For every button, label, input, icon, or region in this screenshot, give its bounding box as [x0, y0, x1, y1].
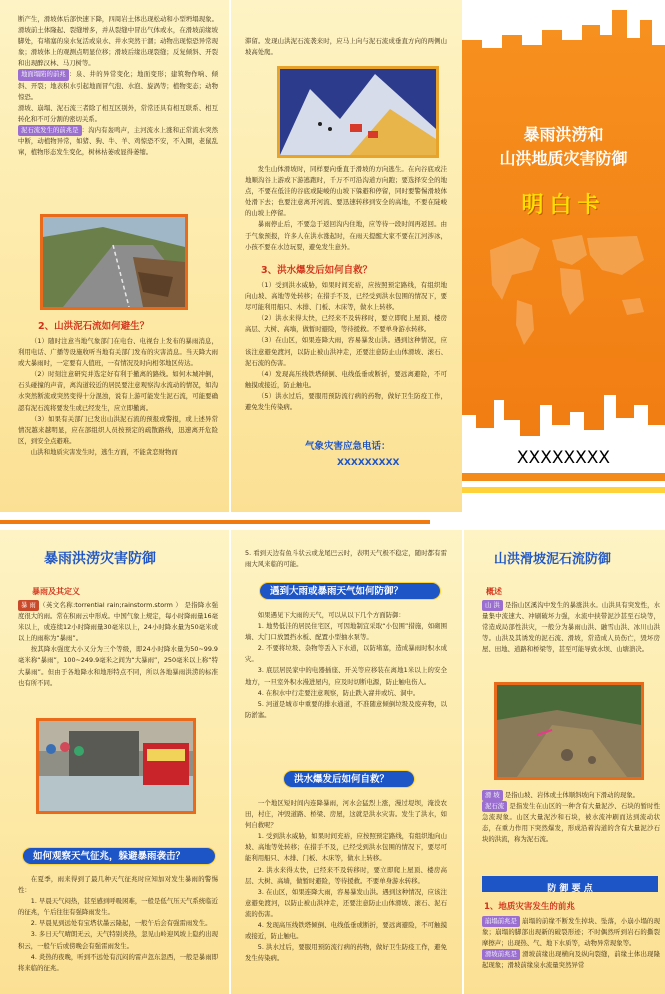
paragraph: 如果遇见下大雨的天气，可以从以下几个方面防御：	[257, 611, 405, 619]
highlight-tag: 泥石流发生的前兆是	[18, 125, 82, 136]
paragraph: （1）随时注意当地气象部门在电台、电视台上发布的暴雨消息，利用电话、广播等设施收听当地有关部门发布的灾害消息。当天降大雨或大暴雨时，一定要有人值班，一有情况及时向相邻地区传达。	[18, 337, 218, 368]
paragraph: 暴雨停止后，不要急于返回沟内住地，应等待一段时间再返回。由于气象预报，许多人在洪水涨起时，在雨天提醒大家不要在江河涉冰，小孩不要在水边玩耍，避免发生意外。	[245, 220, 447, 251]
paragraph: 是指山坡、岩体或土体顺斜坡向下滑动的现象。	[504, 791, 640, 799]
hotline-label: 气象灾害应急电话：	[305, 441, 391, 452]
panel-e-text	[482, 600, 660, 676]
road-landslide-photo	[40, 214, 188, 310]
paragraph: （1）受到洪水威胁，如果时间充裕，应按照预定路线，有组织地向山坡、高地等处转移；在措手不及，已经受到洪水包围的情况下，要尽可能利用船只、木排、门板、木床等，做水上转移。	[245, 281, 447, 312]
paragraph: 2. 不要将垃圾、杂物等丢入下水道，以防堵塞，造成暴雨时积水成灾。	[245, 644, 447, 664]
panel-a-text	[18, 14, 218, 204]
panel-b-text	[245, 164, 447, 269]
paragraph: 在夏季，雨来得到了最几种天气征兆时应知加对发生暴雨的警惕性：	[18, 875, 218, 895]
panel-e-text-3	[482, 916, 660, 992]
paragraph: 按其降水强度大小又分为三个等级，即24小时降水量为50~99.9毫米称“暴雨”，100~249.9毫米之间为“大暴雨”，250毫米以上称“特大暴雨”。但由于各地降水和地形特点不同，所以各地暴雨洪涝的标准也有所不同。	[18, 645, 218, 687]
term-tag: 滑 坡	[482, 790, 503, 801]
paragraph: 5. 河道是城市中重要的排水通道，不准随意倾倒垃圾及废弃物，以防淤塞。	[245, 699, 447, 719]
hotline-number: XXXXXXXXX	[337, 458, 400, 468]
world-map-silhouette	[490, 235, 644, 345]
paragraph: 4. 发现高压线铁塔倾倒、电线低垂或断折，要远离避险，不可触摸或接近，防止触电。	[245, 921, 447, 941]
section-pill: 如何观察天气征兆，躲避暴雨袭击？	[22, 847, 216, 865]
defense-points-bar	[482, 876, 658, 892]
bottom-stripe	[462, 473, 665, 481]
panel-c-obs	[18, 874, 218, 992]
panel-b	[231, 0, 462, 512]
term-tag: 山 洪	[482, 600, 503, 611]
mudslide-photo	[494, 682, 644, 780]
paragraph: （3）如果有关部门已发出山洪泥石流的预报或警报，或上述异常情况越来越明显，应在部组织人员按预定的疏散路线，迅速离开危险区，到安全点避难。	[18, 414, 218, 445]
panel-c-defs	[18, 600, 218, 712]
paragraph: 3. 底层居民家中的电器插座、开关等应移装在离地1米以上的安全地方，一旦室外积水漫进屋内，应及时切断电源，防止触电伤人。	[245, 666, 447, 686]
section-heading: 1、地质灾害发生的前兆	[484, 902, 575, 912]
paragraph: 是指降水强度很大的雨。常在积雨云中形成。中国气象上规定，每小时降雨量16毫米以上，或连续12小时降雨量30毫米以上，24小时降水量为50毫米或以上的雨称为“暴雨”。	[18, 601, 218, 643]
section-heading: 概述	[486, 587, 502, 596]
paragraph: 山洪和地质灾害发生时，逃生方面，不能贪恋财物而	[30, 447, 178, 456]
panel-c	[0, 530, 229, 994]
paragraph: ：沟内有轰鸣声，主河流水上涨和正常流水突然中断，动植物异常，如猪、狗、牛、羊、鸡惊恐不安，不入圈，老鼠乱窜，植物形态发生变化，树林枯萎或显得萎缩。	[18, 125, 218, 157]
paragraph: 1. 地势低洼的居民住宅区，可因地制宜采取“小包围”措施，如砌围墙、大门口放置挡水板、配置小型抽水泵等。	[245, 622, 447, 642]
city-skyline-decoration	[462, 0, 665, 505]
paragraph: 发生山体滑坡时，同样要向垂直于滑坡的方向逃生。在向谷底或洼地顺沟谷上游或下游逃跑时，千万不可沿沟道方向跑；要选择安全的地点，不要在低洼的谷底或陡峻的山坡下躲避和停留，同时要警惕滑坡体处滑下去；也要注意离开河流、要迅速转移到安全的高地，不要在陡峻的山坡上停留。	[245, 165, 447, 218]
term-english: （英文名称:torrential rain;rainstorm.storm ）	[38, 601, 183, 609]
panel-e-title: 山洪滑坡泥石流防御	[494, 552, 612, 567]
cover-title-line1: 暴雨洪涝和	[523, 125, 604, 144]
section-pill: 洪水爆发后如何自救？	[283, 770, 415, 788]
paragraph: 2. 早晨见到远处有宝塔状墨云隆起，一般午后会有强雷雨发生。	[30, 919, 212, 928]
mountain-flood-image	[280, 69, 436, 155]
paragraph: 3. 在山区，如果连降大雨，容易暴发山洪。遇到这种情况，应该注意避免渡河，以防止被山洪冲走，还要注意防止山体滑坡、滚石、泥石流的伤害。	[245, 887, 447, 918]
term-tag: 崩塌前兆是	[482, 916, 520, 927]
row-divider-bar	[0, 520, 430, 524]
term-tag: 泥石流	[482, 801, 507, 812]
paragraph: （2）洪水来得太快，已经来不及转移时，要立即爬上屋顶、楼房高层、大树、高墙，做暂时避险，等待援救。不要单身游水转移。	[245, 314, 447, 334]
highlight-tag: 地面塌陷的前兆	[18, 69, 69, 80]
paragraph: 一个地区短时间内连降暴雨，河水会猛烈上涨，漫过堤坝，淹没农田，村庄，冲毁道路、桥梁、房屋，这就是洪水灾害。发生了洪水，如何自救呢？	[245, 799, 447, 830]
flooded-street-photo	[36, 718, 196, 814]
paragraph: 断产生，滑坡体后部快速下降，四周岩土体出现松动和小型坍塌现象。滑坡前土体隆起、裂缝增多，并从裂缝中冒出气体或水，在滑坡前缘坡脚处，有堵塞的泉水复活或泉水、井水突然干涸；动物出现惊恐异常现象；滑坡体上的观测点明显位移；滑坡后缘出现裂缝；反复倾斜、开裂和出现醉汉林、马刀树等。	[18, 15, 218, 68]
paragraph: 滑坡前缘出现横向及纵向裂缝，前缘土体出现隆起现象；滑坡前缘泉水流量突然异常	[482, 950, 660, 970]
panel-a	[0, 0, 229, 512]
cover-panel	[462, 0, 665, 505]
section-heading: 2、山洪泥石流如何避生？	[38, 321, 150, 332]
paragraph: （3）在山区，如果连降大雨，容易暴发山洪。遇到这种情况，应该注意避免渡河，以防止被山洪冲走，还要注意防止山体滑坡、滚石、泥石流的伤害。	[245, 336, 447, 367]
paragraph: 5. 看到天边有鱼斗状云或龙尾巴云时，表明天气极不稳定，随时都有雷雨大风来临的可能。	[245, 549, 447, 569]
section-pill: 遇到大雨或暴雨天气如何防御？	[259, 582, 441, 600]
road-landslide-image	[43, 217, 185, 307]
paragraph: 滑坡、崩塌、泥石流三者除了相互区别外，常常还具有相互联系、相互转化和不可分割的密切关系。	[18, 103, 218, 123]
term-tag: 滑坡前兆是	[482, 949, 520, 960]
paragraph: 崩塌的前缘不断发生掉块、坠落，小崩小塌的现象；崩塌的脚部出现新的破裂形迹；不时偶然听到岩石的撕裂摩擦声；出现热、气、地下水质等，动物异常现象等。	[482, 917, 660, 948]
paragraph: 1. 受到洪水威胁，如果时间充裕，应按照预定路线，有组织地向山坡、高地等处转移；在措手不及，已经受到洪水包围的情况下，要尽可能利用船只、木排、门板、木床等，做水上转移。	[245, 832, 447, 863]
paragraph: 是指发生在山区的一种含有大量泥沙、石块的暂时性急流现象。山区大量泥沙和石块，被水流冲刷而达到流动状态，在重力作用下突然爆发，形成沿着沟道的含有大量泥沙石块的洪流，称为泥石流。	[482, 802, 660, 844]
paragraph: （2）时刻注意研究并选定好有利于撤离的路线。如何木城冲倒，石头碰撞的声音，离沟道较近的居民要注意观察沟水流动的情况，如沟水突然断流或突然变得十分混浊，说有上游可能发生泥石流，可能要确認有泥石流将要发生或已经发生，应立即撤离。	[18, 370, 218, 412]
bottom-stripe-yellow	[462, 487, 665, 493]
paragraph: 5. 洪水过后，要服用预防流行病的药物，做好卫生防疫工作，避免发生传染病。	[245, 943, 447, 963]
panel-a-text-2	[18, 336, 218, 506]
panel-c-title: 暴雨洪涝灾害防御	[44, 551, 156, 567]
paragraph: 1. 早晨天气闷热，甚至感到呼吸困难，一般是低气压天气系统临近的征兆，午后往往有强降雨发生。	[18, 897, 218, 917]
cover-title-line2: 山洪地质灾害防御	[499, 149, 628, 168]
flood-bus-image	[39, 721, 193, 811]
section-heading: 暴雨及其定义	[32, 587, 80, 596]
paragraph: 滞留。发现山洪泥石流袭来时，应马上向与泥石流成垂直方向的两侧山坡高处爬。	[245, 37, 447, 57]
cover-subtitle: 明白卡	[521, 193, 606, 218]
paragraph: 3. 多日天气晴朗无云，天气特别炎热，忽见山岭迎风坡上隐约出现积云，一般午后或傍晚会有强雷雨发生。	[18, 930, 218, 950]
section-heading: 3、洪水爆发后如何自救？	[261, 265, 373, 276]
cover-phone: XXXXXXXX	[516, 448, 611, 468]
term-tag: 暴 雨	[18, 600, 39, 611]
paragraph: 是指山区溪沟中发生的暴涨洪水。山洪具有突发性，水量集中流速大、冲刷破坏力强，水流中挟带泥沙甚至石块等，常造成局部性洪灾，一般分为暴雨山洪、融雪山洪、冰川山洪等。山洪及其诱发的泥石流、滑坡，常造成人员伤亡，毁坏房屋、田地、道路和桥梁等，甚至可能导致水坝、山塘溃决。	[482, 601, 660, 654]
panel-d-text	[245, 610, 447, 762]
panel-d-text-2	[245, 798, 447, 990]
mudslide-image	[497, 685, 641, 777]
panel-e-text-2	[482, 790, 660, 874]
mountain-illustration	[277, 66, 439, 158]
panel-e	[464, 530, 665, 994]
defense-points-label: 防 御 要 点	[547, 884, 593, 894]
panel-d	[231, 530, 462, 994]
paragraph: （5）洪水过后，要服用预防流行病的药物，做好卫生防疫工作，避免发生传染病。	[245, 391, 447, 412]
paragraph: 2. 洪水来得太快，已经来不及转移时，要立即爬上屋顶、楼房高层、大树、高墙，做暂时避险，等待援救。不要单身游水转移。	[245, 865, 447, 885]
paragraph: 4. 在积水中行走要注意观察，防止跌入窨井或坑、洞中。	[257, 688, 420, 697]
paragraph: 4. 炎热的夜晚，听到不远处有沉闷的雷声忽东忽西，一般是暴雨即将来临的征兆。	[18, 952, 218, 972]
panel-b-text-2	[245, 280, 447, 430]
paragraph: （4）发现高压线铁塔倾倒、电线低垂或断折，要远离避险，不可触摸或接近，防止触电。	[245, 369, 447, 389]
paragraph: ：泉、井的异常变化；地面变形；建筑物作响、倾斜、开裂；地表积水引起地面冒气泡、水泡、旋涡等；植物变态；动物惊恐。	[18, 70, 218, 101]
